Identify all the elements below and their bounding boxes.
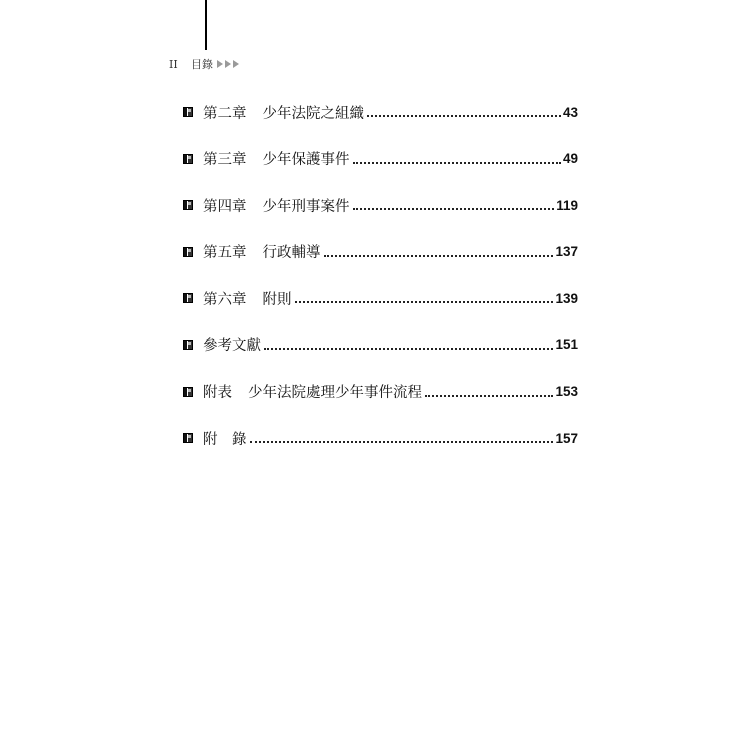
toc-chapter: 第六章 (203, 291, 247, 308)
dot-leader (324, 255, 554, 257)
toc-title: 少年法院處理少年事件流程 (248, 385, 422, 402)
bullet-icon (183, 433, 193, 443)
toc-title: 附 錄 (203, 431, 247, 448)
bullet-icon (183, 154, 193, 164)
toc-chapter: 第五章 (203, 245, 247, 262)
toc-entry[interactable] (183, 380, 578, 427)
toc-page: 137 (555, 244, 578, 260)
dot-leader (353, 208, 555, 210)
page-number: II (169, 57, 178, 71)
toc-page: 43 (562, 104, 578, 120)
dot-leader (250, 441, 554, 443)
toc-title: 少年刑事案件 (262, 198, 350, 215)
bullet-icon (183, 200, 193, 210)
bullet-icon (183, 293, 193, 303)
dot-leader (353, 162, 561, 164)
toc-entry[interactable] (183, 193, 578, 240)
toc-page: 139 (555, 290, 578, 306)
dot-leader (295, 301, 554, 303)
toc-title: 附則 (262, 291, 292, 308)
toc-page: 157 (555, 430, 578, 446)
bullet-icon (183, 387, 193, 397)
toc-page: 151 (555, 337, 578, 353)
bullet-icon (183, 340, 193, 350)
dot-leader (425, 395, 553, 397)
toc-entry[interactable] (183, 147, 578, 194)
toc-chapter: 第三章 (203, 152, 247, 169)
toc-chapter: 第二章 (203, 105, 247, 122)
toc-chapter: 附表 (203, 385, 232, 402)
dot-leader (264, 348, 553, 350)
toc-entry[interactable] (183, 286, 578, 333)
margin-rule (205, 0, 207, 50)
running-head-title: 目錄 (191, 58, 213, 71)
toc-title: 參考文獻 (203, 338, 261, 355)
toc-page: 119 (556, 197, 578, 213)
dot-leader (367, 115, 561, 117)
running-head (169, 57, 240, 71)
toc-entry[interactable] (183, 426, 578, 473)
table-of-contents (183, 100, 578, 473)
bullet-icon (183, 247, 193, 257)
toc-entry[interactable] (183, 333, 578, 380)
toc-title: 行政輔導 (262, 245, 321, 262)
toc-title: 少年保護事件 (262, 152, 350, 169)
bullet-icon (183, 107, 193, 117)
toc-title: 少年法院之組織 (262, 105, 364, 122)
toc-entry[interactable] (183, 240, 578, 287)
triple-arrow-icon (217, 60, 240, 68)
toc-page: 153 (555, 384, 578, 400)
toc-entry[interactable] (183, 100, 578, 147)
toc-page: 49 (562, 151, 578, 167)
toc-chapter: 第四章 (203, 198, 247, 215)
